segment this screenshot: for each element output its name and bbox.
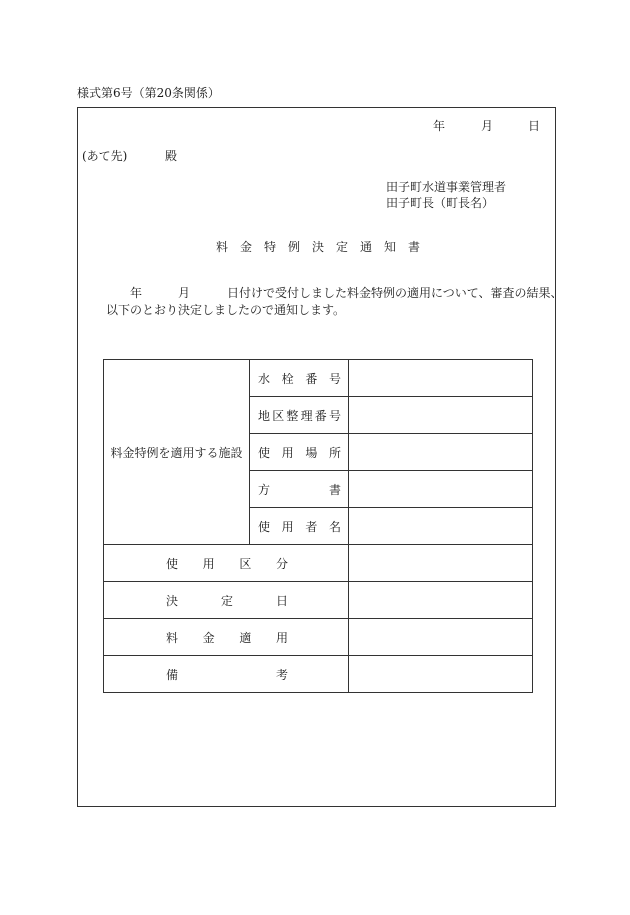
label-char: 使 [166,556,179,571]
row-label [250,397,349,434]
label-char: 使 [258,519,271,534]
value-cell[interactable] [349,656,533,693]
body-text-line1: 日付けで受付しました料金特例の適用について、審査の結果、 [227,286,563,300]
spread-text [104,666,348,683]
row-label [250,360,349,397]
label-char: 水 [258,371,271,386]
label-char: 備 [166,667,179,682]
label-char: 番 [314,408,327,423]
spread-text [250,518,348,535]
spread-text [250,370,348,387]
label-char: 栓 [281,371,294,386]
label-char: 整 [286,408,299,423]
value-cell[interactable] [349,508,533,545]
label-char: 金 [202,630,215,645]
spread-text [250,481,348,498]
addressee-honorific: 殿 [165,149,178,163]
date-year-label: 年 [433,119,446,133]
value-cell[interactable] [349,360,533,397]
label-char: 考 [275,667,288,682]
label-char: 名 [328,519,341,534]
table-row [104,582,533,619]
label-char: 用 [281,519,294,534]
label-char: 番 [305,371,318,386]
value-cell[interactable] [349,545,533,582]
label-char: 地 [258,408,271,423]
value-cell[interactable] [349,434,533,471]
spread-text [104,592,348,609]
facility-group-label: 料金特例を適用する施設 [104,360,250,545]
label-char: 使 [258,445,271,460]
body-year-label: 年 [130,286,143,300]
row-label [104,545,349,582]
value-cell[interactable] [349,397,533,434]
body-month-label: 月 [178,286,191,300]
label-char: 方 [258,482,271,497]
label-char: 理 [300,408,313,423]
detail-table [103,359,533,693]
label-char: 日 [275,593,288,608]
label-char: 所 [328,445,341,460]
label-char: 書 [328,482,341,497]
label-char: 者 [305,519,318,534]
table-row [104,656,533,693]
label-char: 区 [272,408,285,423]
value-cell[interactable] [349,582,533,619]
form-code: 様式第6号（第20条関係） [77,86,220,100]
row-label [104,582,349,619]
label-char: 用 [202,556,215,571]
label-char: 号 [328,371,341,386]
issuer-title: 田子町水道事業管理者 [386,180,507,194]
body-text-line2: 以下のとおり決定しましたので通知します。 [106,303,346,317]
spread-text [104,629,348,646]
addressee-label: (あて先) [82,149,128,163]
value-cell[interactable] [349,471,533,508]
label-char: 決 [166,593,179,608]
label-char: 用 [281,445,294,460]
row-label [250,508,349,545]
label-char: 料 [166,630,179,645]
label-char: 号 [328,408,341,423]
table-row [104,360,533,397]
document-title: 料金特例決定通知書 [216,240,433,254]
label-char: 適 [239,630,252,645]
row-label [250,471,349,508]
row-label [104,619,349,656]
value-cell[interactable] [349,619,533,656]
row-label [104,656,349,693]
label-char: 区 [239,556,252,571]
label-char: 分 [275,556,288,571]
spread-text [250,444,348,461]
date-day-label: 日 [528,119,541,133]
date-month-label: 月 [481,119,494,133]
label-char: 用 [275,630,288,645]
label-char: 場 [305,445,318,460]
spread-text [250,407,348,424]
label-char: 定 [220,593,233,608]
issuer-name: 田子町長（町長名） [386,196,495,210]
table-row [104,545,533,582]
table-row [104,619,533,656]
row-label [250,434,349,471]
spread-text [104,555,348,572]
